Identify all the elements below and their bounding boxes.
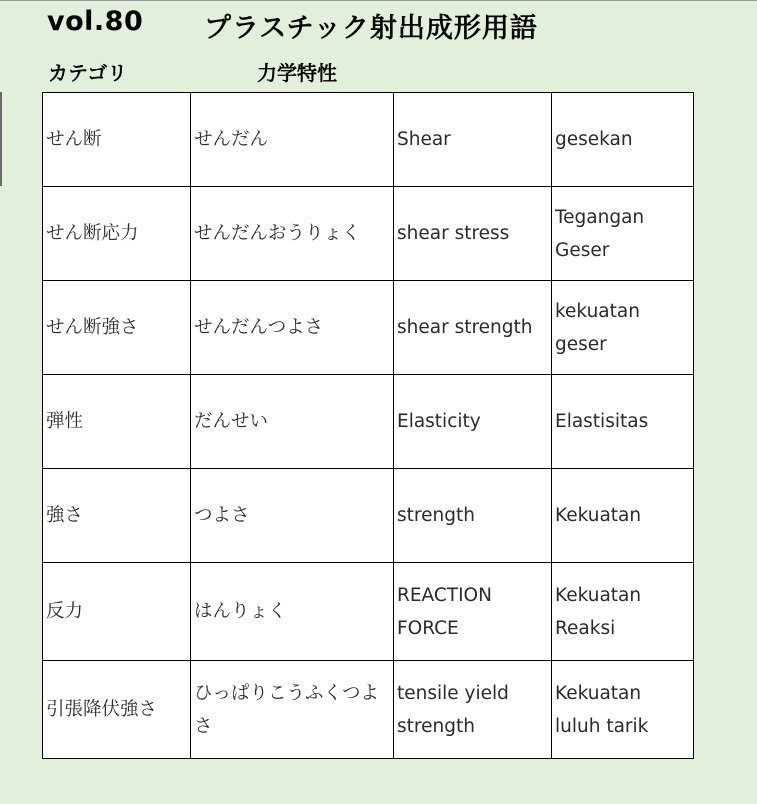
term-reading: だんせい <box>191 375 394 469</box>
term-english: Shear <box>394 93 552 187</box>
term-reading: せんだんつよさ <box>191 281 394 375</box>
term-japanese: せん断応力 <box>43 187 191 281</box>
term-indonesian: Kekuatan <box>552 469 694 563</box>
term-indonesian: kekuatan geser <box>552 281 694 375</box>
term-indonesian: Elastisitas <box>552 375 694 469</box>
term-english: Elasticity <box>394 375 552 469</box>
term-reading: せんだんおうりょく <box>191 187 394 281</box>
category-value: 力学特性 <box>257 61 337 85</box>
term-english: strength <box>394 469 552 563</box>
term-japanese: 引張降伏強さ <box>43 661 191 759</box>
term-japanese: せん断強さ <box>43 281 191 375</box>
term-english: shear strength <box>394 281 552 375</box>
term-reading: つよさ <box>191 469 394 563</box>
term-japanese: 強さ <box>43 469 191 563</box>
term-japanese: 弾性 <box>43 375 191 469</box>
term-japanese: 反力 <box>43 563 191 661</box>
term-indonesian: Tegangan Geser <box>552 187 694 281</box>
term-indonesian: gesekan <box>552 93 694 187</box>
top-border-line <box>0 0 757 1</box>
table-row <box>43 661 694 759</box>
page-title: プラスチック射出成形用語 <box>204 13 538 44</box>
volume-number: vol.80 <box>47 6 144 37</box>
term-english: tensile yield strength <box>394 661 552 759</box>
table-row <box>43 281 694 375</box>
table-row <box>43 187 694 281</box>
term-english: shear stress <box>394 187 552 281</box>
terms-table <box>42 92 694 759</box>
term-reading: はんりょく <box>191 563 394 661</box>
term-indonesian: Kekuatan Reaksi <box>552 563 694 661</box>
term-indonesian: Kekuatan luluh tarik <box>552 661 694 759</box>
term-japanese: せん断 <box>43 93 191 187</box>
left-edge-mark <box>0 92 2 186</box>
table-row <box>43 375 694 469</box>
category-label: カテゴリ <box>48 61 128 85</box>
table-row <box>43 93 694 187</box>
term-reading: ひっぱりこうふくつよさ <box>191 661 394 759</box>
term-reading: せんだん <box>191 93 394 187</box>
table-row <box>43 469 694 563</box>
term-english: REACTION FORCE <box>394 563 552 661</box>
table-row <box>43 563 694 661</box>
